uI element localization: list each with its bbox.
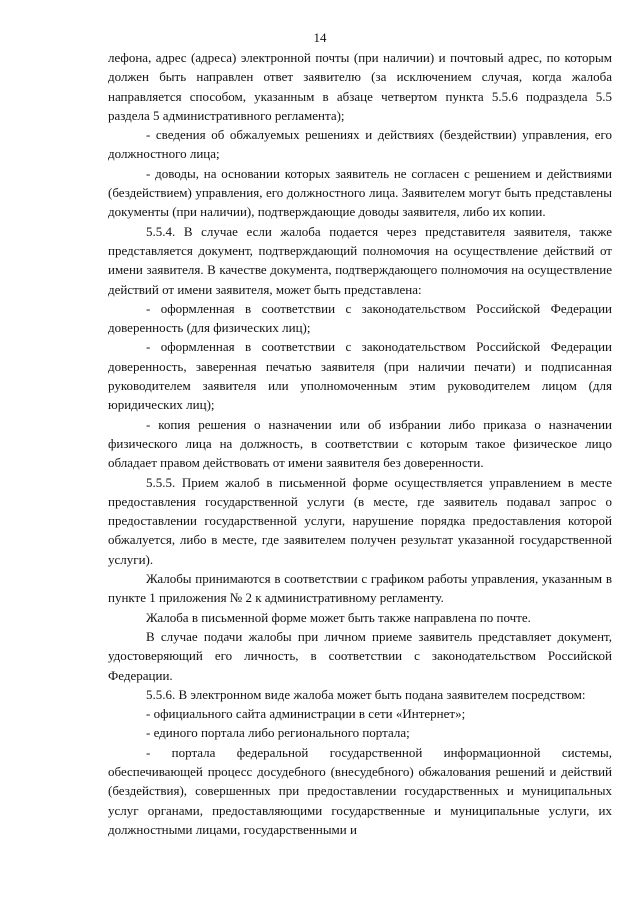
paragraph-14: - единого портала либо регионального портала; [146,725,410,741]
paragraph-13: - официального сайта администрации в сети «Интернет»; [146,706,466,722]
paragraph-6: - оформленная в соответствии с законодательством Российской Федерации доверенность, заверенная печатью заявителя (при наличии печати) и подписанная руководителем заявителя или уполномоченным этим руководителем лицом (для юридических лиц); [108,339,612,413]
paragraph-8: 5.5.5. Прием жалоб в письменной форме осуществляется управлением в месте предоставления государственной услуги (в месте, где заявитель подавал запрос о предоставлении государственной услуги, нарушение порядка предоставления которой обжалуется, либо в месте, где заявителем получен результат указанной государственной услуги). [108,474,612,567]
paragraph-4: 5.5.4. В случае если жалоба подается через представителя заявителя, также представляется документ, подтверждающий полномочия на осуществление действий от имени заявителя. В качестве документа, подтверждающего полномочия на осуществление действий от имени заявителя, может быть представлена: [108,223,612,297]
paragraph-9: Жалобы принимаются в соответствии с графиком работы управления, указанным в пункте 1 приложения № 2 к административному регламенту. [108,571,612,606]
paragraph-1: лефона, адрес (адреса) электронной почты (при наличии) и почтовый адрес, по которым должен быть направлен ответ заявителю (за исключением случая, когда жалоба направляется способом, указанным в абзаце четвертом пункта 5.5.6 подраздела 5.5 раздела 5 административного регламента); [108,50,612,123]
paragraph-7: - копия решения о назначении или об избрании либо приказа о назначении физического лица на должность, в соответствии с которым такое физическое лицо обладает правом действовать от имени заявителя без доверенности. [108,416,612,471]
page-number: 14 [313,30,327,45]
paragraph-10: Жалоба в письменной форме может быть также направлена по почте. [146,609,531,625]
paragraph-3: - доводы, на основании которых заявитель не согласен с решением и действиями (бездействием) управления, его должностного лица. Заявителем могут быть представлены документы (при наличии), подтверждающие доводы заявителя, либо их копии. [108,165,612,220]
document-body [108,48,612,839]
paragraph-2: - сведения об обжалуемых решениях и действиях (бездействии) управления, его должностного лица; [108,127,612,162]
paragraph-12: 5.5.6. В электронном виде жалоба может быть подана заявителем посредством: [146,686,586,702]
paragraph-15: - портала федеральной государственной информационной системы, обеспечивающей процесс досудебного (внесудебного) обжалования решений и действий (бездействия), совершенных при предоставлении государственных и муниципальных услуг органами, предоставляющими государственные и муниципальные услуги, их должностными лицами, государственными и [108,744,612,837]
paragraph-5: - оформленная в соответствии с законодательством Российской Федерации доверенность (для физических лиц); [108,300,612,336]
paragraph-11: В случае подачи жалобы при личном приеме заявитель представляет документ, удостоверяющий его личность, в соответствии с законодательством Российской Федерации. [108,628,612,683]
